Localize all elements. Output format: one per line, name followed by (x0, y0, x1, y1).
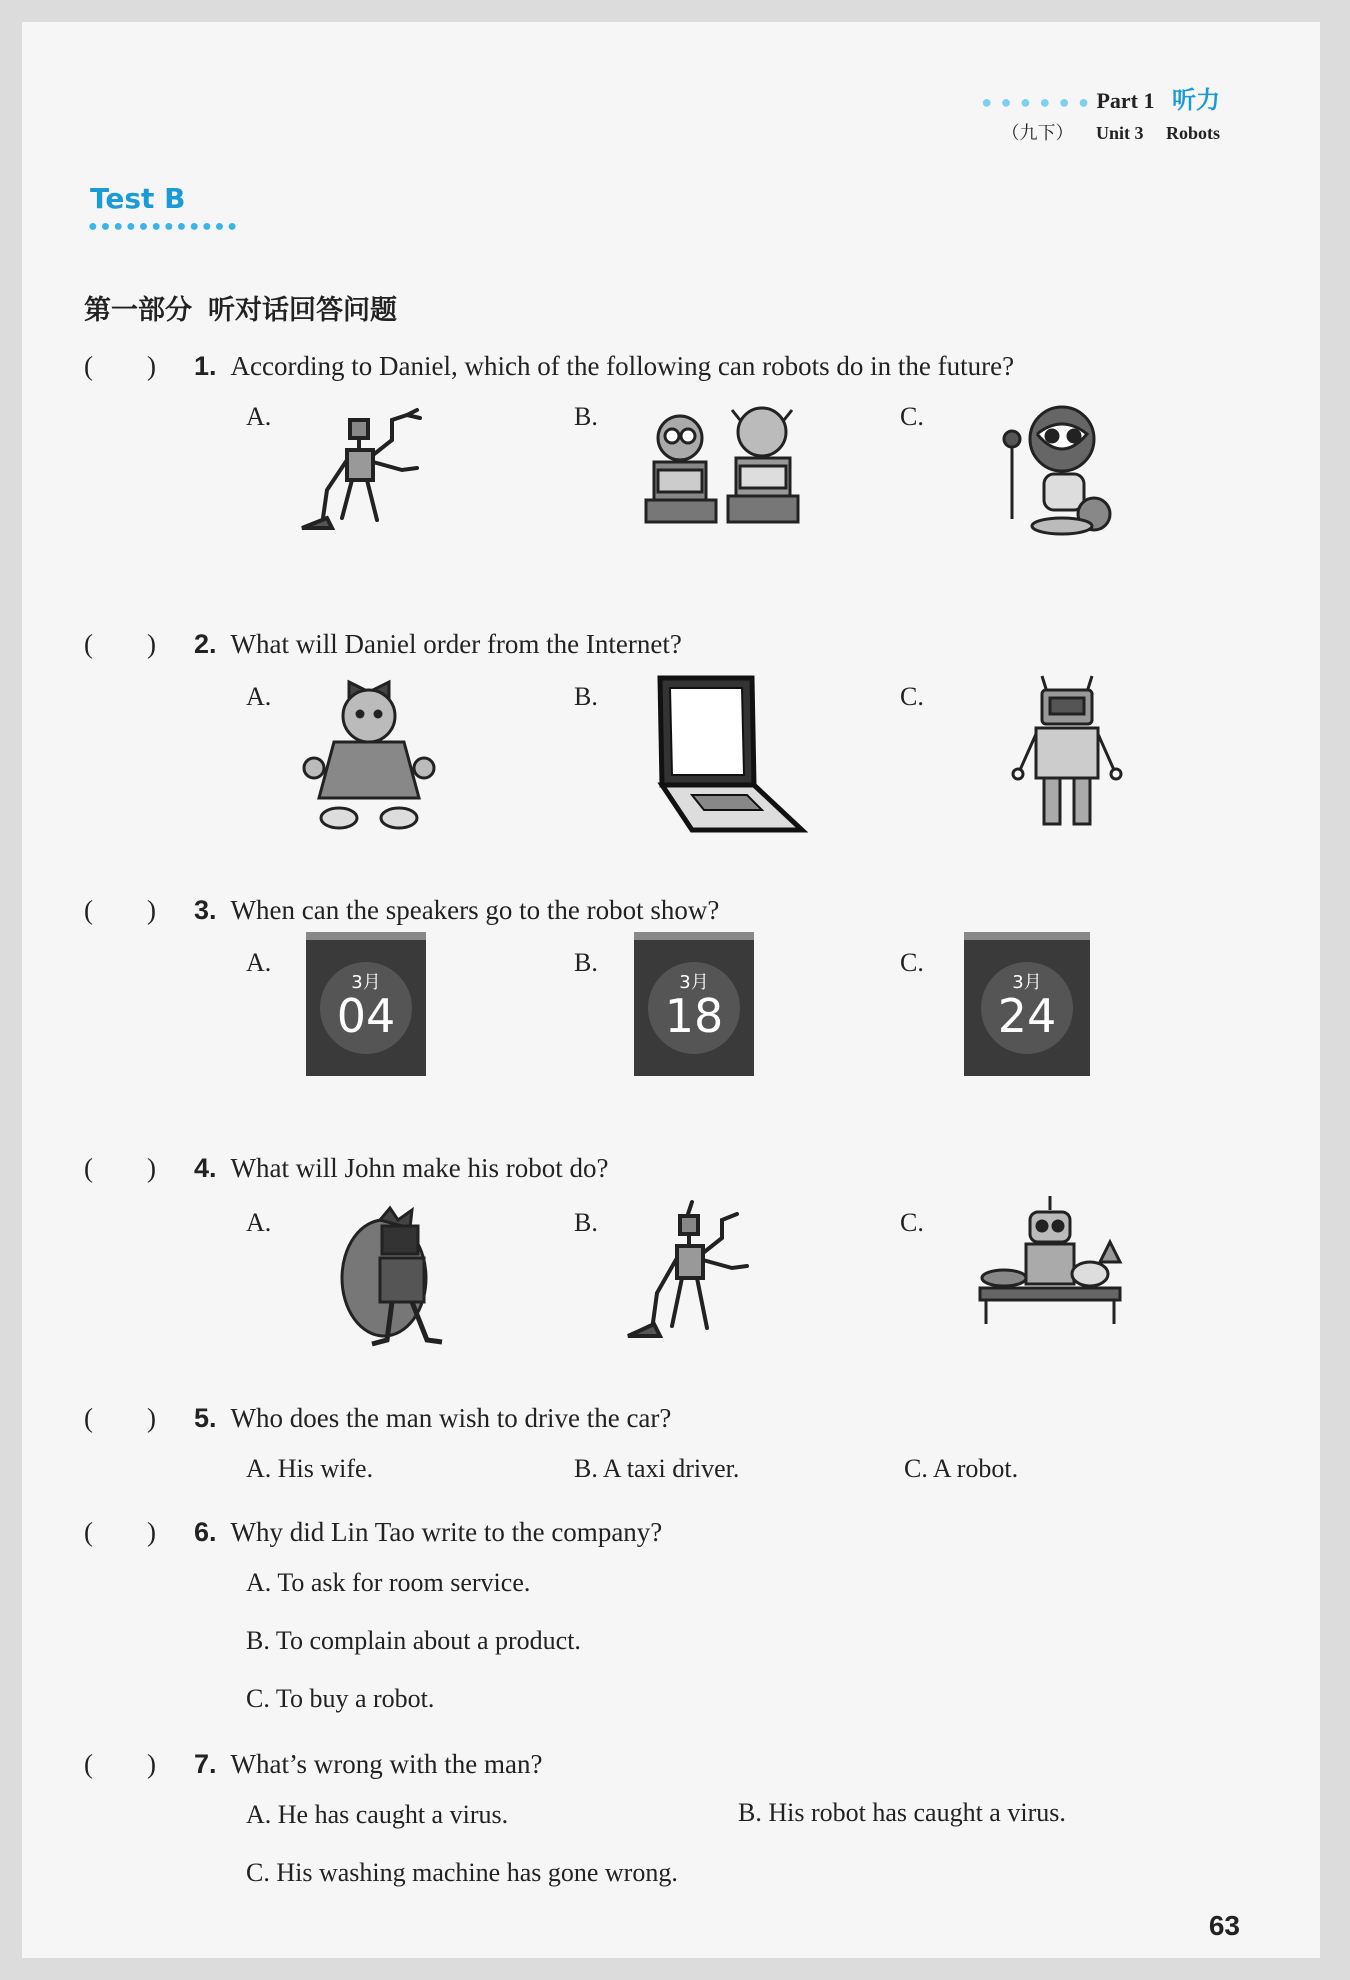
cleaning-robot-image[interactable] (622, 1198, 772, 1348)
option-text: To buy a robot. (275, 1684, 435, 1713)
option-label: B. (574, 682, 598, 711)
calendar-option-c[interactable] (962, 930, 1092, 1078)
option-text: To ask for room service. (277, 1568, 531, 1597)
question-number: 2. (194, 629, 217, 659)
option-label: C. (900, 682, 924, 711)
answer-blank[interactable]: ( ) (84, 1517, 156, 1547)
test-title: Test B (90, 182, 186, 215)
header-grade: （九下） (1001, 123, 1074, 144)
option-text: To complain about a product. (275, 1626, 581, 1655)
option-label: C. (900, 1208, 924, 1237)
option-a[interactable] (246, 1454, 373, 1484)
option-label: A. (246, 1568, 272, 1597)
option-label: C. (246, 1684, 270, 1713)
calendar-day: 24 (997, 989, 1057, 1043)
option-label: C. (900, 948, 924, 977)
option-label: C. (900, 402, 924, 431)
teddy-bear-image[interactable] (294, 668, 444, 838)
option-label: C. (246, 1858, 270, 1887)
section-heading (84, 288, 397, 327)
question-number: 7. (194, 1749, 217, 1779)
question-2 (84, 622, 682, 661)
option-c[interactable] (246, 1684, 434, 1714)
question-text: What will John make his robot do? (230, 1153, 609, 1183)
question-text: When can the speakers go to the robot show? (230, 895, 720, 925)
option-label: B. (574, 402, 598, 431)
option-text: His robot has caught a virus. (768, 1798, 1066, 1827)
answer-blank[interactable]: ( ) (84, 629, 156, 659)
calendar-month: 3月 (1012, 972, 1042, 993)
question-4 (84, 1146, 608, 1185)
option-label: B. (574, 1208, 598, 1237)
answer-blank[interactable]: ( ) (84, 895, 156, 925)
cooking-robot-image[interactable] (960, 1192, 1140, 1342)
answer-blank[interactable]: ( ) (84, 351, 156, 381)
calendar-month: 3月 (351, 972, 381, 993)
option-label: C. (904, 1454, 928, 1483)
worksheet-page (22, 22, 1320, 1958)
option-label: A. (246, 1208, 272, 1237)
question-1 (84, 344, 1014, 383)
question-text: What’s wrong with the man? (230, 1749, 543, 1779)
option-label: B. (246, 1626, 270, 1655)
calendar-option-b[interactable] (632, 930, 756, 1078)
header-unit: Unit 3 (1095, 123, 1144, 143)
option-c[interactable] (246, 1858, 678, 1888)
section-label: 第一部分 (84, 295, 192, 326)
option-a[interactable] (246, 1568, 530, 1598)
option-text: He has caught a virus. (277, 1800, 509, 1829)
answer-blank[interactable]: ( ) (84, 1403, 156, 1433)
header-part-cn: 听力 (1172, 86, 1220, 114)
option-label: B. (574, 948, 598, 977)
question-number: 5. (194, 1403, 217, 1433)
option-b[interactable] (738, 1798, 1066, 1828)
option-text: A taxi driver. (602, 1454, 740, 1483)
option-c[interactable] (904, 1454, 1018, 1484)
laptop-image[interactable] (632, 670, 812, 840)
question-text: According to Daniel, which of the following can robots do in the future? (230, 351, 1015, 381)
question-number: 4. (194, 1153, 217, 1183)
option-label: A. (246, 948, 272, 977)
option-b[interactable] (574, 1454, 739, 1484)
calendar-day: 04 (336, 989, 396, 1043)
robot-toy-image[interactable] (1002, 670, 1132, 840)
option-text: A robot. (932, 1454, 1019, 1483)
option-label: A. (246, 1800, 272, 1829)
calendar-option-a[interactable] (304, 930, 428, 1078)
header-topic: Robots (1165, 123, 1220, 143)
question-text: Who does the man wish to drive the car? (230, 1403, 672, 1433)
title-underline-dots: ●●●●●●●●●●●● (88, 218, 240, 235)
answer-blank[interactable]: ( ) (84, 1749, 156, 1779)
question-number: 6. (194, 1517, 217, 1547)
question-number: 3. (194, 895, 217, 925)
calendar-day: 18 (664, 989, 724, 1043)
option-label: A. (246, 1454, 272, 1483)
option-label: B. (574, 1454, 598, 1483)
question-6 (84, 1510, 662, 1549)
question-3 (84, 888, 719, 927)
option-text: His washing machine has gone wrong. (276, 1858, 678, 1887)
option-label: A. (246, 402, 272, 431)
page-number: 63 (1208, 1910, 1240, 1941)
header-dots: ● ● ● ● ● ● (981, 92, 1091, 112)
reading-robots-image[interactable] (632, 400, 822, 535)
answer-blank[interactable]: ( ) (84, 1153, 156, 1183)
sitting-robot-image[interactable] (332, 1200, 462, 1350)
calendar-month: 3月 (679, 972, 709, 993)
option-b[interactable] (246, 1626, 581, 1656)
section-title: 听对话回答问题 (208, 295, 397, 326)
singing-robot-image[interactable] (982, 394, 1132, 544)
question-5 (84, 1396, 671, 1435)
option-a[interactable] (246, 1800, 508, 1830)
question-text: What will Daniel order from the Internet? (230, 629, 682, 659)
question-text: Why did Lin Tao write to the company? (230, 1517, 663, 1547)
question-7 (84, 1742, 542, 1781)
option-label: A. (246, 682, 272, 711)
question-number: 1. (194, 351, 217, 381)
option-label: B. (738, 1798, 762, 1827)
page-header (981, 80, 1220, 145)
cleaning-robot-image[interactable] (292, 400, 442, 535)
header-part: Part 1 (1096, 88, 1155, 113)
option-text: His wife. (277, 1454, 374, 1483)
